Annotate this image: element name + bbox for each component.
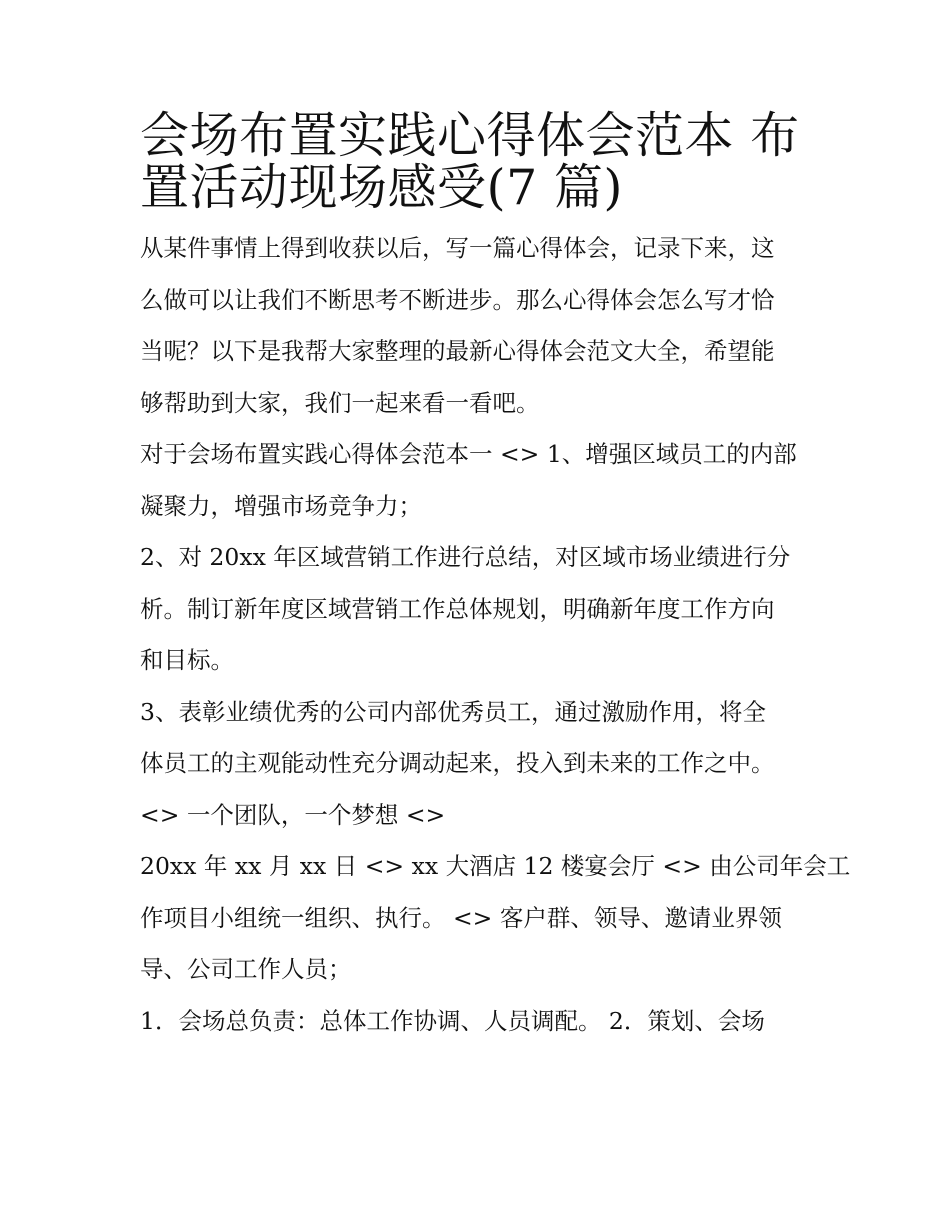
body-line: 3、表彰业绩优秀的公司内部优秀员工，通过激励作用，将全 bbox=[140, 697, 766, 726]
body-line: 够帮助到大家，我们一起来看一看吧。 bbox=[140, 388, 540, 417]
title-line: 会场布置实践心得体会范本 布 bbox=[140, 107, 800, 164]
document-title bbox=[140, 107, 820, 216]
title-line: 置活动现场感受(7 篇) bbox=[140, 158, 623, 216]
body-line: 导、公司工作人员； bbox=[140, 955, 352, 983]
body-line: 当呢？以下是我帮大家整理的最新心得体会范文大全，希望能 bbox=[140, 337, 775, 365]
body-line: 从某件事情上得到收获以后，写一篇心得体会，记录下来，这 bbox=[140, 234, 775, 262]
body-line: 20xx 年 xx 月 xx 日 <> xx 大酒店 12 楼宴会厅 <> 由公司年会工 bbox=[140, 852, 851, 880]
body-line: 凝聚力，增强市场竞争力； bbox=[140, 491, 422, 520]
body-line: 对于会场布置实践心得体会范本一 <> 1、增强区域员工的内部 bbox=[140, 440, 797, 468]
body-line: <> 一个团队，一个梦想 <> bbox=[140, 800, 446, 829]
document-body bbox=[140, 223, 851, 1047]
body-line: 作项目小组统一组织、执行。 <> 客户群、领导、邀请业界领 bbox=[140, 903, 782, 932]
body-line: 和目标。 bbox=[140, 646, 234, 674]
body-line: 1．会场总负责：总体工作协调、人员调配。 2．策划、会场 bbox=[140, 1006, 765, 1035]
body-line: 么做可以让我们不断思考不断进步。那么心得体会怎么写才恰 bbox=[140, 285, 775, 314]
body-line: 体员工的主观能动性充分调动起来，投入到未来的工作之中。 bbox=[140, 749, 775, 777]
body-line: 2、对 20xx 年区域营销工作进行总结，对区域市场业绩进行分 bbox=[140, 543, 791, 571]
body-line: 析。制订新年度区域营销工作总体规划，明确新年度工作方向 bbox=[140, 594, 775, 623]
